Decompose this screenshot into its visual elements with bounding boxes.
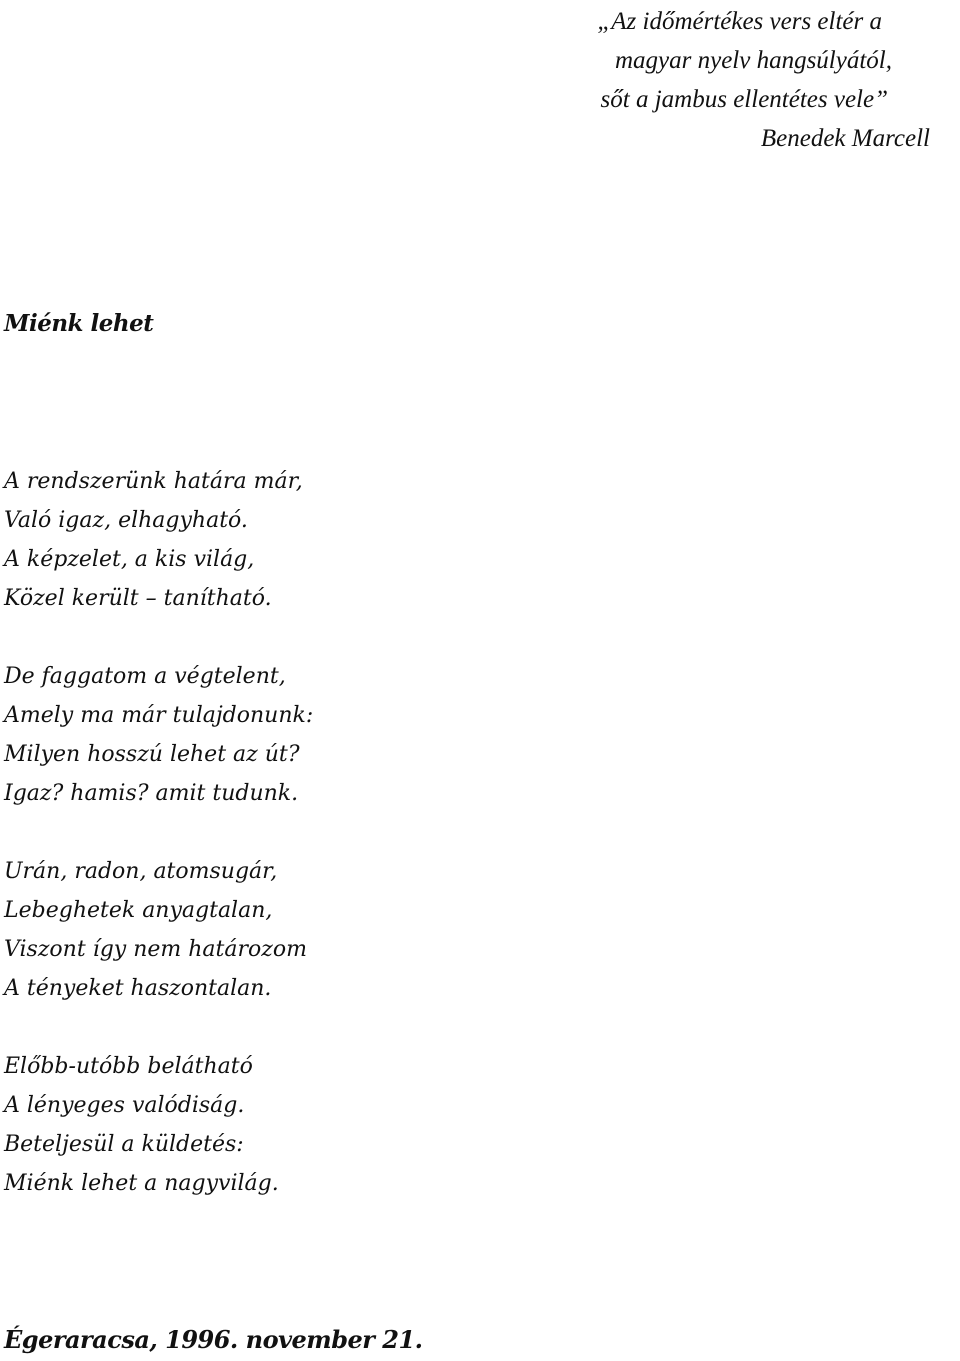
poem-line: Amely ma már tulajdonunk: [4,703,314,728]
poem-line: Viszont így nem határozom [4,937,307,962]
poem-line: A képzelet, a kis világ, [4,547,255,572]
epigraph-line: sőt a jambus ellentétes vele” [600,86,888,113]
epigraph-author: Benedek Marcell [760,125,930,152]
poem-title: Miénk lehet [4,310,154,337]
poem-line: De faggatom a végtelent, [4,664,286,689]
poem-line: Urán, radon, atomsugár, [4,859,278,884]
poem-line: A lényeges valódiság. [4,1093,245,1118]
poem-line: Előbb-utóbb belátható [4,1054,253,1079]
epigraph-line: magyar nyelv hangsúlyától, [614,47,892,74]
poem-line: Való igaz, elhagyható. [4,508,248,533]
poem-line: Lebeghetek anyagtalan, [4,898,273,923]
stanza-1 [4,462,313,618]
poem-dateline: Égeraracsa, 1996. november 21. [4,1325,423,1354]
stanza-3 [4,852,313,1008]
poem-line: Miénk lehet a nagyvilág. [4,1171,279,1196]
poem-line: A tényeket haszontalan. [4,976,272,1001]
poem-line: Beteljesül a küldetés: [4,1132,244,1157]
poem-line: A rendszerünk határa már, [4,469,303,494]
poem-line: Igaz? hamis? amit tudunk. [4,781,299,806]
poem-line: Milyen hosszú lehet az út? [4,742,300,767]
poem-body [4,462,313,1242]
epigraph-line: „Az időmértékes vers eltér a [597,8,882,35]
stanza-4 [4,1047,313,1203]
stanza-2 [4,657,313,813]
poem-line: Közel került – tanítható. [4,586,272,611]
epigraph [410,2,930,158]
